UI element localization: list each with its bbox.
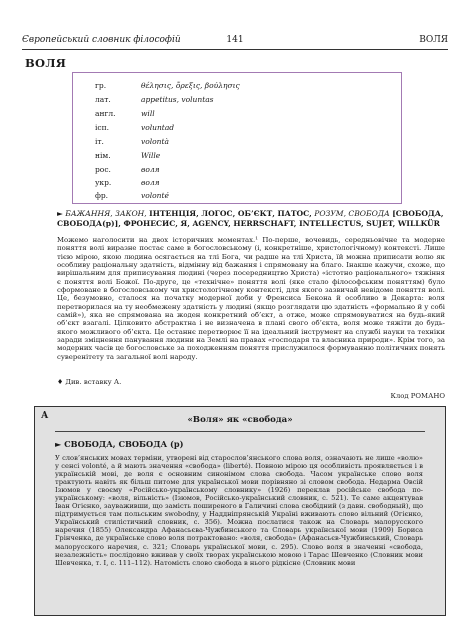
inset-body-text: У слов’янських мовах терміни, утворені від старослов’янського слова воля, означають не лише «волю» у сенсі volonté, а й мають значення «свобода» (liberté). Повною мірою ця особливість проявляється і в українській мові, де воля є основним синонімом слова свобода. Часом українське слово воля трактують навіть як більш питоме для української мови порівняно зі словом свобода. Недарма Овсій Ізюмов у своєму «Російсько-українському словнику» (1926) переклав російське свобода по-українському: «воля, вільність» (Ізюмов, Російсько-український словник, с. 521). Те саме акцентував Іван Огієнко, зауваживши, що замість поширеного в Галичині слова свобідний (з давн. свободный), що підтримується там польським swobodny, у Наддніпрянській Україні вживають слово вільний (Огієнко, Український стилістичний словник, с. 356). Можна послатися також на Словарь малорусского наречия (1855) Олександра Афанасьєва-Чужбинського та Словарь української мови (1909) Бориса Грінченка, де українське слово воля потрактовано: «воля, свобода» (Афанасьєв-Чужбинський, Словарь малорусского наречия, с. 321; Словарь української мови, с. 295). Слово воля в значенні «свобода, незалежність» послідовно вживав у своїх творах українською мовою і Тарас Шевченко (Словник мови Шевченка, т. I, с. 111–112). Натомість слово свобода в нього рідкісне (Словник мови: [55, 454, 423, 567]
language-code: англ.: [95, 109, 116, 118]
keyword-italic-group-2: РОЗУМ, СВОБОДА: [314, 209, 390, 218]
language-code: фр.: [95, 191, 109, 200]
keyword-italic-group: БАЖАННЯ, ЗАКОН,: [65, 209, 147, 218]
inset-box-a: [34, 406, 446, 616]
language-word: Wille: [141, 151, 161, 160]
language-word: volonté: [141, 191, 169, 200]
inset-cross-reference[interactable]: ► СВОБОДА, СВОБОДА (р): [55, 439, 184, 449]
see-also-link[interactable]: ♦ Див. вставку А.: [57, 378, 122, 386]
language-word: θέλησις, ὄρεξις, βούλησις: [141, 81, 240, 90]
language-word: voluntad: [141, 123, 175, 132]
language-word: appetitus, voluntas: [141, 95, 214, 104]
language-code: ісп.: [95, 123, 109, 132]
language-code: лат.: [95, 95, 111, 104]
inset-title: «Воля» як «свобода»: [187, 415, 293, 425]
header-rule: [22, 49, 448, 50]
language-word: volontà: [141, 137, 169, 146]
cross-reference-keywords: [57, 209, 445, 228]
language-word: воля: [141, 178, 160, 187]
header-entry-name: ВОЛЯ: [419, 35, 448, 45]
keyword-link-group[interactable]: ІНТЕНЦІЯ, ЛОГОС, ОБ’ЄКТ, ПАТОС,: [149, 209, 312, 218]
language-word: воля: [141, 165, 160, 174]
author-signature: Клод РОМАНО: [390, 392, 445, 400]
running-header: [22, 35, 448, 49]
inset-letter: А: [41, 411, 49, 421]
page-number: 141: [226, 35, 244, 45]
language-code: рос.: [95, 165, 111, 174]
inset-rule: [55, 431, 425, 432]
entry-title: ВОЛЯ: [25, 56, 67, 70]
language-code: нім.: [95, 151, 111, 160]
arrow-icon: ►: [57, 209, 63, 218]
language-code: іт.: [95, 137, 104, 146]
language-code: укр.: [95, 178, 112, 187]
entry-body-text: Можемо наголосити на двох історичних моментах.¹ По-перше, вочевидь, середньовічне та модерне поняття волі виразне постає саме в богословському (і, конкретніше, христологічному) контексті. Лише тією мірою, якою людина осягається на тлі Бога, чи радше на тлі Христа, їй можна приписати волю як особливу раціональну здатність, відмінну від бажання і спрямовану на благо. Інакше кажучи, схоже, що вирішальним для приписування людині (через посередництво Христа) «істотно раціонального» тяжіння є поняття волі Божої. По-друге, це «технічне» поняття волі (яке стало філософським поняттям) було сформоване в богословському чи христологічному контексті, для якого зазвичай невідоме поняття волі. Це, безумовно, сталося на початку модерної доби у Френсиса Бекона й особливо в Декарта: воля перетворилася на ту необмежену здатність у людині (якщо розглядати цю здатність «формально й у собі самій»), яка не спрямована на жоден конкретний об’єкт, а отже, може спрямовуватися на будь-який об’єкт взагалі. Цілковито абстрактна і не визначена в плані свого об’єкта, воля може тяжіти до будь-якого можливого об’єкта. Це останнє перетворює її на ідеальний інструмент на службі науки та техніки заради зміцнення панування людини на Землі на правах «господаря та власника природи». Крім того, за модерних часів це богословське за походженням поняття прислужилося формуванню політичних понять суверенітету та загальної волі народу.: [57, 236, 445, 361]
language-equivalents-box: [72, 72, 402, 204]
language-word: will: [141, 109, 155, 118]
keyword-link-group-2[interactable]: [СВОБОДА, СВОБОДА(р)], ФРОНЕСИС, Я, AGENCY, HERRSCHAFT, INTELLECTUS, SUJET, WILLKÜR: [57, 209, 444, 228]
language-code: гр.: [95, 81, 107, 90]
header-book-title: Європейський словник філософій: [22, 35, 181, 45]
